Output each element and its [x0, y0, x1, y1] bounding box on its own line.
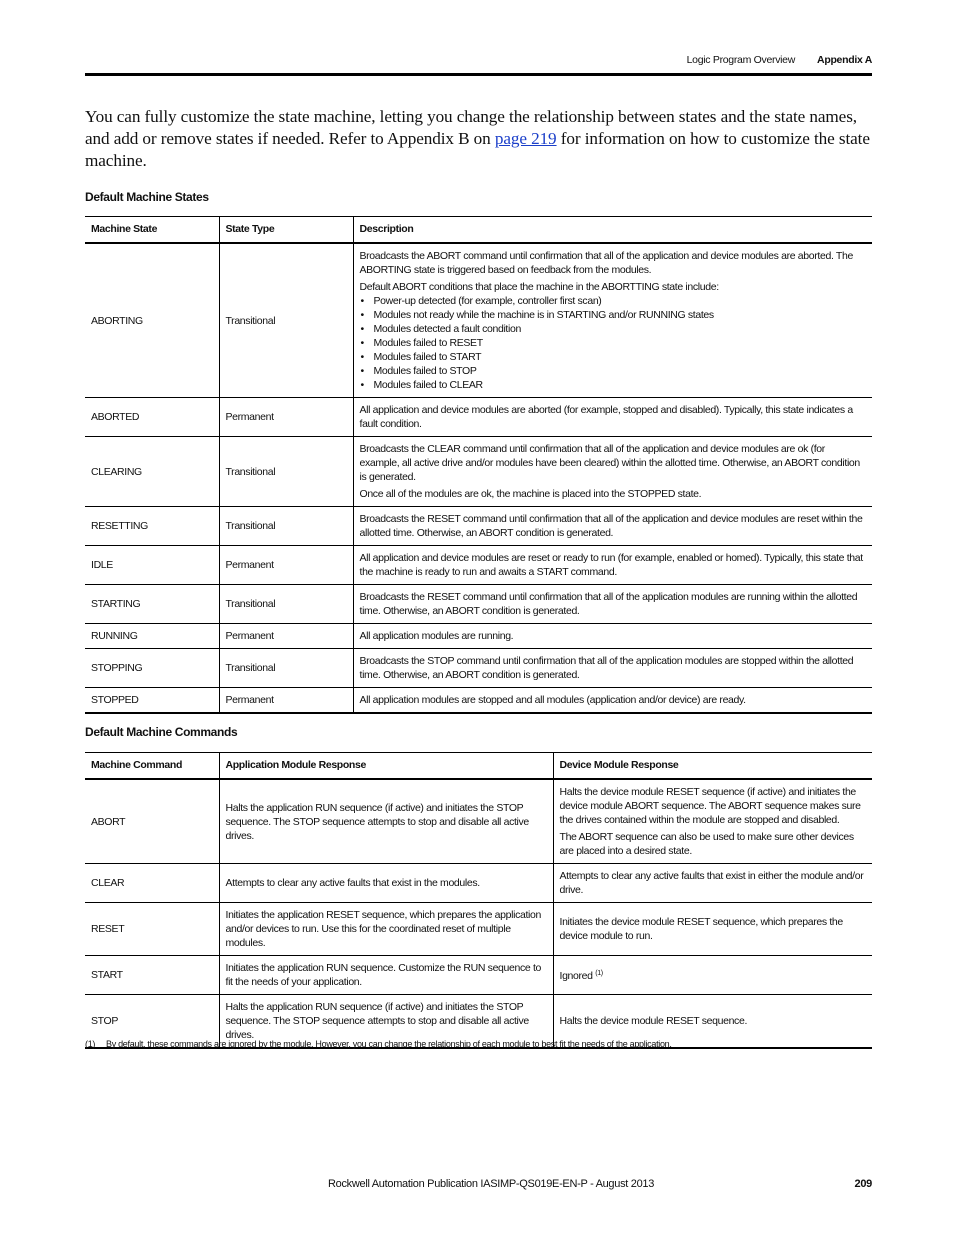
state-type-cell: Permanent [219, 624, 353, 649]
table-row [85, 437, 872, 507]
table-row [85, 243, 872, 398]
application-response-text: Halts the application RUN sequence (if active) and initiates the STOP sequence. The STOP sequence attempts to stop and disable all active drives. [225, 801, 529, 842]
description-text: All application and device modules are reset or ready to run (for example, enabled or homed). Typically, this state that the machine is ready to run and awaits a START command. [359, 552, 863, 578]
machine-command-cell: START [85, 956, 219, 995]
device-response-text [560, 869, 868, 897]
footnote-marker: (1) [85, 1039, 96, 1049]
state-type-cell: Permanent [219, 688, 353, 714]
list-item: • Modules not ready while the machine is in STARTING and/or RUNNING states [360, 308, 868, 322]
column-header: Description [353, 217, 872, 244]
intro-paragraph [85, 106, 875, 172]
list-item: • Modules failed to STOP [360, 364, 868, 378]
device-response-cell [553, 779, 872, 864]
column-header: Machine State [85, 217, 219, 244]
description-cell [353, 546, 872, 585]
description-cell [353, 243, 872, 398]
application-response-text: Halts the application RUN sequence (if active) and initiates the STOP sequence. The STOP sequence attempts to stop and disable all active drives. [225, 1001, 529, 1041]
machine-command-cell: STOP [85, 995, 219, 1049]
page-footer [85, 1178, 872, 1194]
description-text: Broadcasts the STOP command until confirmation that all of the application modules are stopped within the allotted time. Otherwise, an ABORT condition is generated. [359, 655, 854, 681]
state-type-cell: Transitional [219, 437, 353, 507]
table-row [85, 956, 872, 995]
machine-commands-table [85, 752, 872, 1049]
state-type-cell: Transitional [219, 243, 353, 398]
state-type-cell: Permanent [219, 398, 353, 437]
machine-command-cell: ABORT [85, 779, 219, 864]
machine-state-cell: STARTING [85, 585, 219, 624]
column-header: Device Module Response [553, 753, 872, 780]
state-type-cell: Transitional [219, 507, 353, 546]
state-type-cell: Transitional [219, 649, 353, 688]
device-response-span: Ignored [559, 970, 593, 982]
application-response-cell [219, 903, 553, 956]
machine-state-cell: ABORTED [85, 398, 219, 437]
state-type-cell: Permanent [219, 546, 353, 585]
description-text: Broadcasts the CLEAR command until confirmation that all of the application and device modules are ok (for example, all active drive and/or modules have been cleared) within the allotted time. Otherwise, an ABORT condition is generated. [359, 443, 860, 483]
column-header: State Type [219, 217, 353, 244]
page-219-link[interactable]: page 219 [494, 129, 557, 148]
description-text: Default ABORT conditions that place the machine in the ABORTTING state include: [359, 281, 719, 293]
header-section-title: Logic Program Overview [686, 54, 795, 66]
description-text: Once all of the modules are ok, the machine is placed into the STOPPED state. [359, 488, 702, 500]
machine-state-cell: CLEARING [85, 437, 219, 507]
description-cell [353, 398, 872, 437]
list-item: • Modules failed to RESET [360, 336, 868, 350]
description-text: Broadcasts the ABORT command until confirmation that all of the application and device modules are aborted. The ABORTING state is triggered based on feedback from the modules. [359, 250, 853, 276]
application-response-text: Initiates the application RESET sequence, which prepares the application and/or devices to run. Use this for the coordinated reset of multiple modules. [225, 909, 541, 949]
page-number: 209 [854, 1178, 872, 1190]
description-cell [353, 624, 872, 649]
running-header [85, 52, 872, 78]
device-response-span: Initiates the device module RESET sequence, which prepares the device module to run. [559, 916, 843, 942]
machine-states-table [85, 216, 872, 714]
description-text: All application and device modules are aborted (for example, stopped and disabled). Typically, this state indicates a fault condition. [359, 404, 853, 430]
table-row [85, 585, 872, 624]
list-item: • Modules failed to START [360, 350, 868, 364]
device-response-cell [553, 864, 872, 903]
intro-text-end: for information on how to customize the state machine. [85, 129, 870, 170]
description-text: All application modules are running. [359, 630, 514, 642]
table-row [85, 398, 872, 437]
list-item: • Power-up detected (for example, controller first scan) [360, 294, 868, 308]
device-response-cell [553, 903, 872, 956]
description-text: Broadcasts the RESET command until confirmation that all of the application and device modules are reset within the allotted time. Otherwise, an ABORT condition is generated. [359, 513, 863, 539]
table-row [85, 649, 872, 688]
machine-command-cell: RESET [85, 903, 219, 956]
table-row [85, 779, 872, 864]
header-appendix-label: Appendix A [817, 54, 872, 66]
description-cell [353, 437, 872, 507]
publication-info: Rockwell Automation Publication IASIMP-QS019E-EN-P - August 2013 [328, 1178, 655, 1190]
device-response-span: Halts the device module RESET sequence. [559, 1015, 748, 1027]
device-response-text [560, 830, 868, 858]
table-row [85, 507, 872, 546]
machine-state-cell: ABORTING [85, 243, 219, 398]
machine-state-cell: IDLE [85, 546, 219, 585]
description-cell [353, 507, 872, 546]
machine-state-cell: STOPPING [85, 649, 219, 688]
application-response-cell [219, 864, 553, 903]
table-row [85, 546, 872, 585]
description-cell [353, 688, 872, 714]
machine-command-cell: CLEAR [85, 864, 219, 903]
table-header-row [85, 753, 872, 780]
device-response-text [560, 1014, 868, 1028]
column-header: Application Module Response [219, 753, 553, 780]
table-row [85, 903, 872, 956]
application-response-cell [219, 779, 553, 864]
device-response-span: Attempts to clear any active faults that exist in either the module and/or drive. [559, 870, 864, 896]
description-text: All application modules are stopped and all modules (application and/or device) are ready. [359, 694, 746, 706]
description-text: Broadcasts the RESET command until confirmation that all of the application modules are running within the allotted time. Otherwise, an ABORT condition is generated. [359, 591, 858, 617]
column-header: Machine Command [85, 753, 219, 780]
device-response-cell [553, 956, 872, 995]
description-cell [353, 585, 872, 624]
device-response-text [560, 915, 868, 943]
device-response-span: Halts the device module RESET sequence (if active) and initiates the device module ABORT sequence. The ABORT sequence makes sure the drives contained within the module are stopped and disabled. [559, 786, 861, 826]
list-item: • Modules failed to CLEAR [360, 378, 868, 392]
table-footnote [85, 1039, 872, 1049]
commands-table-title: Default Machine Commands [85, 725, 238, 739]
table-header-row [85, 217, 872, 244]
state-type-cell: Transitional [219, 585, 353, 624]
table-row [85, 864, 872, 903]
machine-state-cell: RESETTING [85, 507, 219, 546]
table-row [85, 624, 872, 649]
condition-list [360, 294, 868, 392]
application-response-cell [219, 956, 553, 995]
device-response-text [560, 785, 868, 827]
machine-state-cell: STOPPED [85, 688, 219, 714]
device-response-text [560, 967, 868, 983]
intro-text-start: You can fully customize the state machine, letting you change the relationship between states and the state names, and add or remove states if needed. Refer to Appendix B on [85, 107, 857, 148]
states-table-title: Default Machine States [85, 190, 209, 204]
list-item: • Modules detected a fault condition [360, 322, 868, 336]
description-cell [353, 649, 872, 688]
footnote-reference: (1) [595, 970, 603, 977]
header-rule [85, 73, 872, 76]
application-response-text: Initiates the application RUN sequence. Customize the RUN sequence to fit the needs of your application. [225, 962, 542, 988]
device-response-span: The ABORT sequence can also be used to make sure other devices are placed into a desired state. [559, 831, 854, 857]
footnote-text: By default, these commands are ignored by the module. However, you can change the relationship of each module to best fit the needs of the application. [106, 1039, 672, 1049]
application-response-text: Attempts to clear any active faults that exist in the modules. [225, 877, 480, 889]
table-row [85, 688, 872, 714]
machine-state-cell: RUNNING [85, 624, 219, 649]
